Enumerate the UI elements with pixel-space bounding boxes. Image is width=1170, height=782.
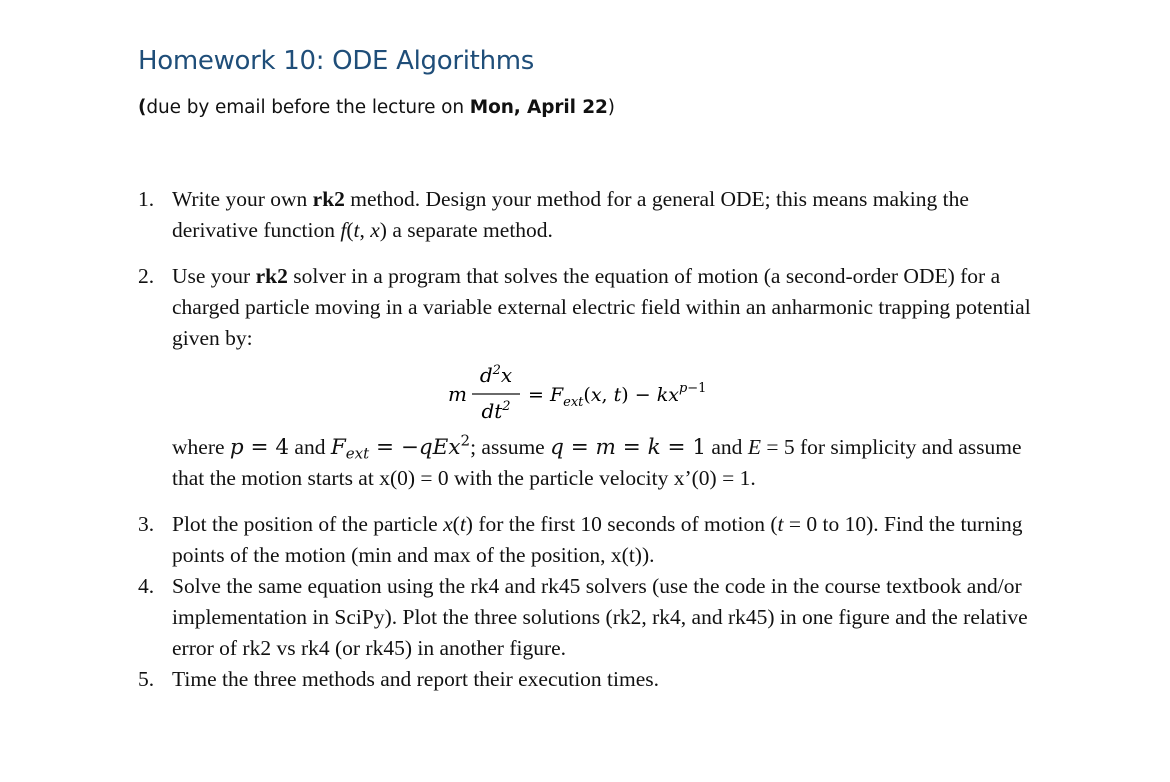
equation-of-motion [138, 356, 1038, 428]
method-name-rk2: rk2 [312, 187, 345, 211]
equation-svg [438, 356, 738, 428]
problem-text: Time the three methods and report their execution times. [172, 667, 660, 691]
paren: ) [465, 512, 473, 536]
problem-text: and [706, 435, 748, 459]
due-date: Mon, April 22 [469, 97, 608, 118]
problem-text: Solve the same equation using the rk4 and rk45 solvers (use the code in the course textbook and/or implementation in SciPy). Plot the three solutions (rk2, rk4, and rk45) in one figure and the relative error of rk2 vs rk4 (or rk45) in another figure. [172, 574, 1028, 660]
problem-number: 4. [138, 574, 155, 598]
problem-3 [138, 509, 1038, 571]
variable-t: t [353, 218, 360, 242]
problem-text: = 0 to 10). Find the turning points of the motion (min and max of the position, x(t)). [172, 512, 1023, 567]
var-p: p = [229, 435, 276, 460]
problem-text: and [289, 435, 331, 459]
fext-superscript: 2 [460, 431, 471, 450]
eq-denominator: $dt^2$ [481, 399, 511, 423]
qmk-value: 1 [692, 435, 707, 460]
p-value: 4 [275, 435, 290, 460]
paren: ( [452, 512, 460, 536]
paren: ) [379, 218, 387, 242]
problem-text: where [172, 435, 230, 459]
problem-number: 3. [138, 512, 155, 536]
eq-numerator: $d^2x$ [479, 363, 513, 387]
var-t: t [459, 512, 466, 536]
problem-text: Plot the position of the particle [172, 512, 444, 536]
function-symbol: f [340, 218, 347, 242]
var-x: x [443, 512, 453, 536]
fext-rhs: = −qEx [369, 435, 461, 460]
due-date-line [138, 94, 615, 122]
method-name-rk2: rk2 [255, 264, 288, 288]
problem-5 [138, 664, 1038, 695]
problem-text: method. Design your method for a general ODE; this means making the derivative function [172, 187, 969, 242]
problem-text: a separate method. [386, 218, 553, 242]
problem-number: 2. [138, 264, 155, 288]
problem-number: 5. [138, 667, 155, 691]
problem-4 [138, 571, 1038, 664]
due-open-paren: ( [138, 97, 147, 118]
eq-mass: m [448, 382, 467, 406]
document-title: Homework 10: ODE Algorithms [138, 46, 535, 76]
problem-text: = 5 for simplicity and assume that the motion starts at x(0) = 0 with the particle velocity x’(0) = 1. [172, 435, 1022, 490]
paren: ( [346, 218, 354, 242]
problem-text: ; assume [470, 435, 551, 459]
variable-x: x [370, 218, 380, 242]
var-E: E [747, 435, 761, 459]
comma: , [359, 218, 371, 242]
problem-text: Use your [172, 264, 256, 288]
problem-2 [138, 261, 1038, 494]
var-fext: F [330, 435, 346, 460]
eq-rhs: = $F_{ext}(x$, $t) - kx^p-1$ [528, 381, 707, 410]
problem-1 [138, 184, 1038, 246]
problem-text: solver in a program that solves the equation of motion (a second-order ODE) for a charged particle moving in a variable external electric field within an anharmonic trapping potential given by: [172, 264, 1031, 350]
due-close-paren: ) [607, 97, 615, 118]
problem-text: Write your own [172, 187, 313, 211]
problem-list [138, 184, 1038, 695]
due-text: due by email before the lecture on [146, 97, 470, 118]
var-t: t [777, 512, 784, 536]
fext-subscript: ext [345, 444, 370, 463]
problem-text: for the first 10 seconds of motion ( [472, 512, 778, 536]
var-qmk: q = m = k = [550, 435, 693, 460]
problem-number: 1. [138, 187, 155, 211]
